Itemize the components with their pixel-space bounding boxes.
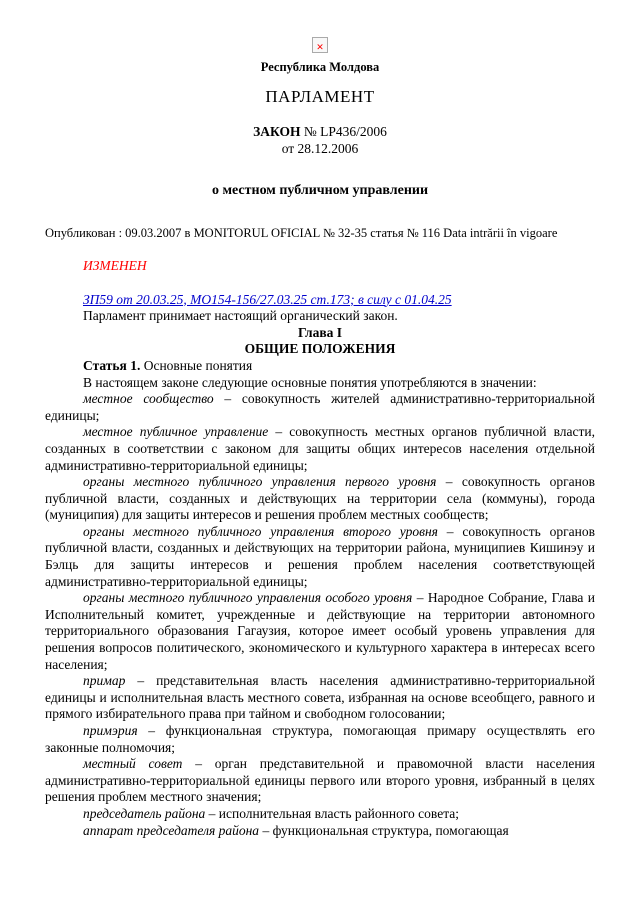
definitions-lead: В настоящем законе следующие основные понятия употребляются в значении: [83, 374, 537, 390]
article-title: Основные понятия [143, 357, 253, 373]
definition-paragraph [45, 524, 595, 590]
broken-image-row [45, 36, 595, 53]
definition-paragraph [45, 424, 595, 474]
law-number-line [45, 124, 595, 141]
definition-term: местный совет [83, 756, 183, 772]
definition-text: – совокупность жителей административно-территориальной единицы; [45, 391, 595, 423]
chapter-title: ОБЩИЕ ПОЛОЖЕНИЯ [244, 341, 396, 357]
definition-text: – функциональная структура, помогающая примару осуществлять его законные полномочия; [45, 723, 595, 755]
definition-term: аппарат председателя района [83, 822, 260, 838]
definition-term: органы местного публичного управления первого уровня [83, 474, 437, 490]
definition-term: местное сообщество [83, 391, 214, 407]
definition-text: – Народное Собрание, Глава и Исполнительный комитет, учрежденные и действующие на территории автономного территориального образования Гагаузия, которое имеет особый уровень управления для решения вопросов политического, экономического и культурного характера в интересах всего населения; [45, 590, 596, 672]
article-label: Статья 1. [83, 357, 141, 373]
definition-text: – функциональная структура, помогающая [262, 822, 509, 838]
law-number: № LP436/2006 [303, 124, 387, 140]
definition-text: – орган представительной и правомочной власти населения административно-территориальной единицы первого или второго уровня, избранный в целях решения проблем местного значения; [45, 756, 595, 805]
amendment-link[interactable]: ЗП59 от 20.03.25, МО154-156/27.03.25 ст.173; в силу с 01.04.25 [83, 291, 452, 307]
definition-paragraph [45, 391, 595, 424]
amendment-link-row [45, 292, 595, 309]
definition-text: – исполнительная власть районного совета; [208, 805, 460, 821]
definition-term: местное публичное управление [83, 424, 269, 440]
institution-name: ПАРЛАМЕНТ [265, 87, 375, 107]
definition-text: – совокупность органов публичной власти, созданных и действующих на территории села (коммуны), города (муниципия) для защиты интересов и решения проблем местных сообществ; [45, 474, 596, 523]
definition-term: примэрия [83, 723, 138, 738]
document-title: о местном публичном управлении [211, 183, 429, 199]
amendment-status: ИЗМЕНЕН [83, 257, 147, 273]
definition-term: органы местного публичного управления второго уровня [83, 523, 438, 539]
law-label: ЗАКОН [253, 124, 301, 140]
definition-paragraph [45, 723, 595, 756]
definition-text: – совокупность местных органов публичной власти, созданных в соответствии с законом для защиты общих интересов населения отдельной административно-территориальной единицы; [45, 424, 596, 473]
country-name: Республика Молдова [260, 59, 380, 74]
definition-paragraph [45, 756, 595, 806]
broken-image-icon [312, 37, 328, 53]
definition-term: органы местного публичного управления особого уровня [83, 590, 413, 606]
definition-term: примар [83, 673, 126, 689]
definition-paragraph [45, 823, 595, 840]
chapter-number: Глава I [297, 324, 343, 340]
article-heading [45, 358, 595, 375]
definition-paragraph [45, 590, 595, 673]
definition-term: председатель района [83, 805, 206, 821]
publication-info: Опубликован : 09.03.2007 в MONITORUL OFICIAL № 32-35 статья № 116 Data intrării în vigoare [45, 225, 558, 240]
definition-paragraph [45, 474, 595, 524]
broken-image-x-glyph: ✕ [316, 42, 324, 53]
definition-text: – совокупность органов публичной власти, созданных и действующих на территории района, муниципиев Кишинэу и Бэлць для защиты интересов и решения проблем населения соответствующей административно-территориальной единицы; [45, 523, 596, 589]
intro-paragraph: Парламент принимает настоящий органический закон. [83, 308, 398, 324]
definition-paragraph [45, 806, 595, 823]
law-date: от 28.12.2006 [281, 140, 359, 156]
definition-text: – представительная власть населения административно-территориальной единицы и исполнительная власть местного совета, избранная на основе всеобщего, равного и прямого избирательного права при тайном и свободном голосовании; [45, 673, 595, 722]
definition-paragraph [45, 673, 595, 723]
